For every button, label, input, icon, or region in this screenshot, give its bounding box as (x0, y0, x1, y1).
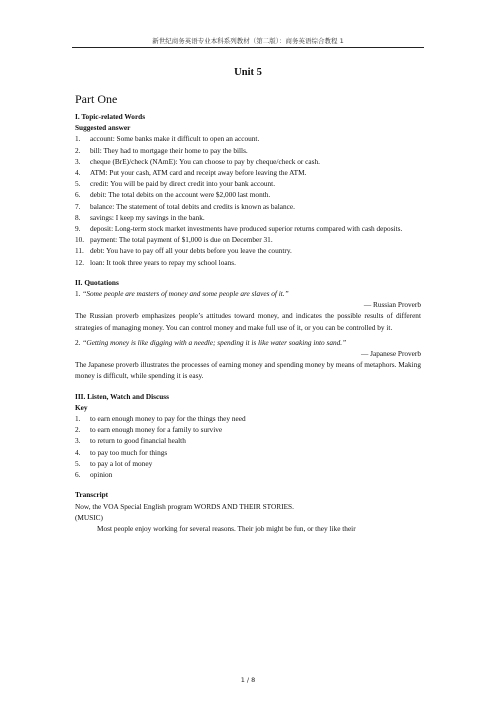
list-item-text: balance: The statement of total debits and credits is known as balance. (90, 201, 295, 211)
suggested-answer-label: Suggested answer (75, 123, 131, 133)
section-topic-words-title: I. Topic-related Words (75, 112, 146, 121)
list-item-number: 8. (75, 212, 81, 222)
list-item-number: 1. (75, 414, 81, 424)
list-item-number: 11. (75, 246, 84, 256)
list-item-text: account: Some banks make it difficult to open an account. (90, 134, 260, 144)
list-item (75, 424, 421, 435)
unit-title: Unit 5 (234, 67, 262, 78)
list-item-text: debit: The total debits on the account were $2,000 last month. (90, 190, 271, 200)
transcript-label: Transcript (75, 490, 109, 500)
list-item-text: loan: It took three years to repay my school loans. (90, 257, 236, 267)
list-item (75, 212, 421, 223)
quote-2-source: — Japanese Proverb (361, 349, 421, 359)
transcript-line-3: Most people enjoy working for several reasons. Their job might be fun, or they like their (97, 523, 356, 533)
list-item-text: to pay too much for things (90, 447, 168, 457)
list-item-number: 2. (75, 145, 81, 155)
list-item-number: 3. (75, 156, 81, 166)
list-item-text: opinion (90, 470, 113, 480)
quote-1-source: — Russian Proverb (363, 300, 421, 310)
list-item-text: to earn enough money for a family to survive (90, 425, 223, 435)
transcript-line-2: (MUSIC) (75, 512, 103, 522)
list-item (75, 413, 421, 424)
section-listen-title: III. Listen, Watch and Discuss (75, 391, 169, 401)
list-item (75, 156, 421, 167)
list-item-text: savings: I keep my savings in the bank. (90, 212, 205, 222)
page-number: 1 / 8 (240, 676, 256, 684)
list-item (75, 133, 421, 144)
page-content (75, 66, 421, 534)
key-list (75, 413, 421, 480)
list-item-number: 6. (75, 470, 81, 480)
quote-2-text: “Getting money is like digging with a needle; spending it is like water soaking into sand.” (82, 337, 347, 347)
list-item (75, 469, 421, 480)
list-item (75, 178, 421, 189)
list-item (75, 458, 421, 469)
list-item-number: 2. (75, 425, 81, 435)
list-item (75, 435, 421, 446)
quote-1-number: 1. (75, 289, 81, 299)
page-header: 新世纪商务英语专业本科系列教材（第二版）：商务英语综合教程 1 (72, 36, 424, 48)
list-item-text: payment: The total payment of $1,000 is due on December 31. (90, 235, 273, 245)
list-item (75, 245, 421, 256)
list-item-text: to pay a lot of money (90, 458, 153, 468)
list-item (75, 145, 421, 156)
quote-1-text: “Some people are masters of money and some people are slaves of it.” (82, 289, 289, 299)
list-item-text: cheque (BrE)/check (NAmE): You can choose to pay by cheque/check or cash. (90, 156, 320, 166)
list-item-text: credit: You will be paid by direct credit into your bank account. (90, 179, 276, 189)
list-item (75, 167, 421, 178)
quote-2 (75, 337, 421, 348)
list-item-number: 6. (75, 190, 81, 200)
list-item (75, 257, 421, 268)
list-item-text: to return to good financial health (90, 436, 186, 446)
list-item-number: 7. (75, 201, 81, 211)
list-item-number: 4. (75, 447, 81, 457)
list-item-number: 12. (75, 257, 85, 267)
list-item (75, 234, 421, 245)
section-quotations-title: II. Quotations (75, 277, 119, 287)
list-item-number: 5. (75, 179, 81, 189)
transcript-line-1: Now, the VOA Special English program WORDS AND THEIR STORIES. (75, 501, 294, 511)
list-item-text: debt: You have to pay off all your debts before you leave the country. (90, 246, 292, 256)
list-item (75, 447, 421, 458)
list-item (75, 189, 421, 200)
list-item (75, 223, 421, 234)
list-item-text: deposit: Long-term stock market investments have produced superior returns compared with cash deposits. (90, 224, 403, 234)
quote-1-explanation: The Russian proverb emphasizes people’s attitudes toward money, and indicates the possible results of different strategies of managing money. You can control money and make full use of it, or you can be controlled by it. (75, 311, 421, 332)
list-item-number: 5. (75, 458, 81, 468)
list-item (75, 201, 421, 212)
topic-words-list (75, 133, 421, 267)
list-item-text: to earn enough money to pay for the things they need (90, 414, 246, 424)
quote-2-explanation: The Japanese proverb illustrates the processes of earning money and spending money by means of metaphors. Making money is difficult, while spending it is easy. (75, 360, 421, 381)
quote-2-number: 2. (75, 337, 81, 347)
part-title: Part One (75, 92, 118, 106)
list-item-number: 1. (75, 134, 81, 144)
list-item-text: bill: They had to mortgage their home to pay the bills. (90, 145, 248, 155)
list-item-number: 9. (75, 224, 81, 234)
list-item-number: 10. (75, 235, 85, 245)
quote-1 (75, 288, 421, 299)
key-label: Key (75, 402, 88, 412)
list-item-number: 4. (75, 168, 81, 178)
list-item-text: ATM: Put your cash, ATM card and receipt away before leaving the ATM. (90, 168, 307, 178)
list-item-number: 3. (75, 436, 81, 446)
